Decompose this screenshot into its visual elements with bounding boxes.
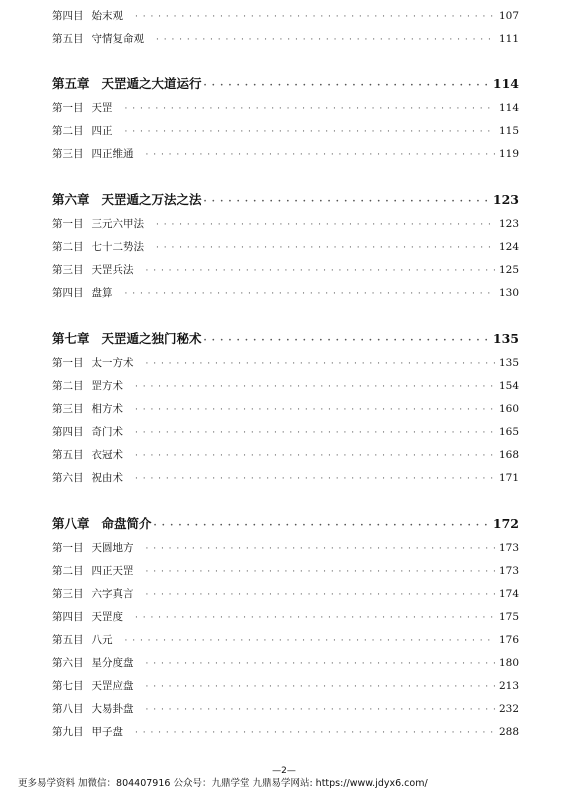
- entry-title: 天罡遁之万法之法: [101, 192, 202, 207]
- entry-title: 四正: [91, 125, 113, 137]
- section-number: 第五目: [52, 33, 84, 45]
- entry-page-number: 123: [492, 192, 519, 207]
- entry-page-number: 168: [498, 449, 519, 461]
- entry-title: 七十二势法: [91, 241, 144, 253]
- section-number: 第一目: [52, 218, 84, 230]
- entry-page-number: 172: [492, 516, 519, 531]
- footer-text: 更多易学资料 加微信：804407916 公众号：九鼎学堂 九鼎易学网站: https://www.jdyx6.com/: [18, 778, 428, 789]
- toc-section-row[interactable]: [52, 471, 519, 486]
- dot-leader: [135, 726, 495, 740]
- dot-leader: [135, 611, 495, 625]
- section-number: 第二目: [52, 565, 84, 577]
- section-number: 第二目: [52, 380, 84, 392]
- entry-title: 四正维通: [91, 148, 134, 160]
- entry-title: 天罡遁之大道运行: [101, 76, 202, 91]
- toc-section-row[interactable]: [52, 379, 519, 394]
- dot-leader: [135, 10, 495, 24]
- dot-leader: [156, 33, 495, 47]
- dot-leader: [146, 148, 495, 162]
- dot-leader: [204, 334, 489, 348]
- dot-leader: [135, 426, 495, 440]
- section-number: 第三目: [52, 148, 84, 160]
- dot-leader: [135, 403, 495, 417]
- dot-leader: [135, 472, 495, 486]
- dot-leader: [204, 79, 489, 93]
- section-number: 第四目: [52, 287, 84, 299]
- entry-page-number: 174: [498, 588, 519, 600]
- toc-section-row[interactable]: [52, 610, 519, 625]
- entry-title: 天罡: [91, 102, 113, 114]
- entry-title: 天罡兵法: [91, 264, 134, 276]
- entry-title: 盘算: [91, 287, 113, 299]
- entry-page-number: 123: [498, 218, 519, 230]
- toc-section-row[interactable]: [52, 541, 519, 556]
- entry-title: 六字真言: [91, 588, 134, 600]
- section-number: 第九目: [52, 726, 84, 738]
- section-number: 第四目: [52, 611, 84, 623]
- entry-page-number: 111: [498, 33, 519, 45]
- toc-section-row[interactable]: [52, 679, 519, 694]
- toc-section-row[interactable]: [52, 101, 519, 116]
- dot-leader: [146, 357, 495, 371]
- entry-page-number: 160: [498, 403, 519, 415]
- toc-section-row[interactable]: [52, 587, 519, 602]
- dot-leader: [146, 565, 495, 579]
- entry-page-number: 119: [498, 148, 519, 160]
- entry-page-number: 288: [498, 726, 519, 738]
- entry-page-number: 173: [498, 542, 519, 554]
- entry-page-number: 125: [498, 264, 519, 276]
- entry-page-number: 213: [498, 680, 519, 692]
- dot-leader: [146, 588, 495, 602]
- entry-page-number: 175: [498, 611, 519, 623]
- dot-leader: [125, 634, 495, 648]
- dot-leader: [156, 218, 495, 232]
- entry-page-number: 165: [498, 426, 519, 438]
- entry-page-number: 135: [492, 331, 519, 346]
- entry-page-number: 176: [498, 634, 519, 646]
- entry-title: 祝由术: [91, 472, 123, 484]
- section-number: 第四目: [52, 426, 84, 438]
- toc-section-row[interactable]: [52, 402, 519, 417]
- toc-chapter-row[interactable]: [52, 517, 519, 533]
- section-number: 第二目: [52, 241, 84, 253]
- section-number: 第七目: [52, 680, 84, 692]
- toc-section-row[interactable]: [52, 263, 519, 278]
- entry-title: 衣冠术: [91, 449, 123, 461]
- section-number: 第三目: [52, 264, 84, 276]
- toc-chapter-row[interactable]: [52, 77, 519, 93]
- section-number: 第一目: [52, 357, 84, 369]
- dot-leader: [125, 287, 495, 301]
- entry-title: 天罡应盘: [91, 680, 134, 692]
- entry-title: 天罡度: [91, 611, 123, 623]
- entry-title: 罡方术: [91, 380, 123, 392]
- dot-leader: [135, 449, 495, 463]
- toc-section-row[interactable]: [52, 425, 519, 440]
- dot-leader: [125, 125, 495, 139]
- dot-leader: [146, 264, 495, 278]
- toc-section-row[interactable]: [52, 356, 519, 371]
- dot-leader: [146, 703, 495, 717]
- page-number: —2—: [272, 766, 296, 776]
- dot-leader: [156, 241, 495, 255]
- entry-page-number: 171: [498, 472, 519, 484]
- dot-leader: [125, 102, 495, 116]
- toc-section-row[interactable]: [52, 564, 519, 579]
- toc-section-row[interactable]: [52, 147, 519, 162]
- toc-section-row[interactable]: [52, 656, 519, 671]
- entry-page-number: 107: [498, 10, 519, 22]
- section-number: 第八目: [52, 703, 84, 715]
- section-number: 第三目: [52, 588, 84, 600]
- toc-section-row[interactable]: [52, 217, 519, 232]
- toc-section-row[interactable]: [52, 32, 519, 47]
- entry-page-number: 180: [498, 657, 519, 669]
- entry-title: 星分度盘: [91, 657, 134, 669]
- entry-page-number: 115: [498, 125, 519, 137]
- section-number: 第二目: [52, 125, 84, 137]
- toc-section-row[interactable]: [52, 725, 519, 740]
- section-number: 第一目: [52, 102, 84, 114]
- entry-page-number: 154: [498, 380, 519, 392]
- entry-title: 大易卦盘: [91, 703, 134, 715]
- toc-section-row[interactable]: [52, 124, 519, 139]
- toc-chapter-row[interactable]: [52, 193, 519, 209]
- entry-page-number: 130: [498, 287, 519, 299]
- chapter-number: 第六章: [52, 192, 90, 207]
- chapter-number: 第五章: [52, 76, 90, 91]
- section-number: 第四目: [52, 10, 84, 22]
- entry-title: 四正天罡: [91, 565, 134, 577]
- chapter-number: 第八章: [52, 516, 90, 531]
- entry-page-number: 124: [498, 241, 519, 253]
- entry-title: 天圆地方: [91, 542, 134, 554]
- entry-title: 太一方术: [91, 357, 134, 369]
- section-number: 第六目: [52, 472, 84, 484]
- entry-page-number: 114: [492, 76, 519, 91]
- section-number: 第一目: [52, 542, 84, 554]
- section-number: 第五目: [52, 634, 84, 646]
- entry-title: 八元: [91, 634, 113, 646]
- entry-title: 奇门术: [91, 426, 123, 438]
- dot-leader: [154, 519, 489, 533]
- entry-title: 命盘简介: [101, 516, 152, 531]
- dot-leader: [146, 657, 495, 671]
- toc-section-row[interactable]: [52, 702, 519, 717]
- dot-leader: [146, 542, 495, 556]
- entry-page-number: 173: [498, 565, 519, 577]
- entry-title: 守情复命观: [91, 33, 144, 45]
- entry-title: 始末观: [91, 10, 123, 22]
- entry-title: 天罡遁之独门秘术: [101, 331, 202, 346]
- toc-section-row[interactable]: [52, 286, 519, 301]
- entry-title: 三元六甲法: [91, 218, 144, 230]
- dot-leader: [146, 680, 495, 694]
- dot-leader: [204, 195, 489, 209]
- dot-leader: [135, 380, 495, 394]
- entry-page-number: 135: [498, 357, 519, 369]
- toc-section-row[interactable]: [52, 240, 519, 255]
- entry-page-number: 232: [498, 703, 519, 715]
- toc-section-row[interactable]: [52, 9, 519, 24]
- section-number: 第三目: [52, 403, 84, 415]
- entry-page-number: 114: [498, 102, 519, 114]
- toc-chapter-row[interactable]: [52, 332, 519, 348]
- section-number: 第五目: [52, 449, 84, 461]
- section-number: 第六目: [52, 657, 84, 669]
- entry-title: 甲子盘: [91, 726, 123, 738]
- toc-section-row[interactable]: [52, 448, 519, 463]
- chapter-number: 第七章: [52, 331, 90, 346]
- entry-title: 相方术: [91, 403, 123, 415]
- toc-section-row[interactable]: [52, 633, 519, 648]
